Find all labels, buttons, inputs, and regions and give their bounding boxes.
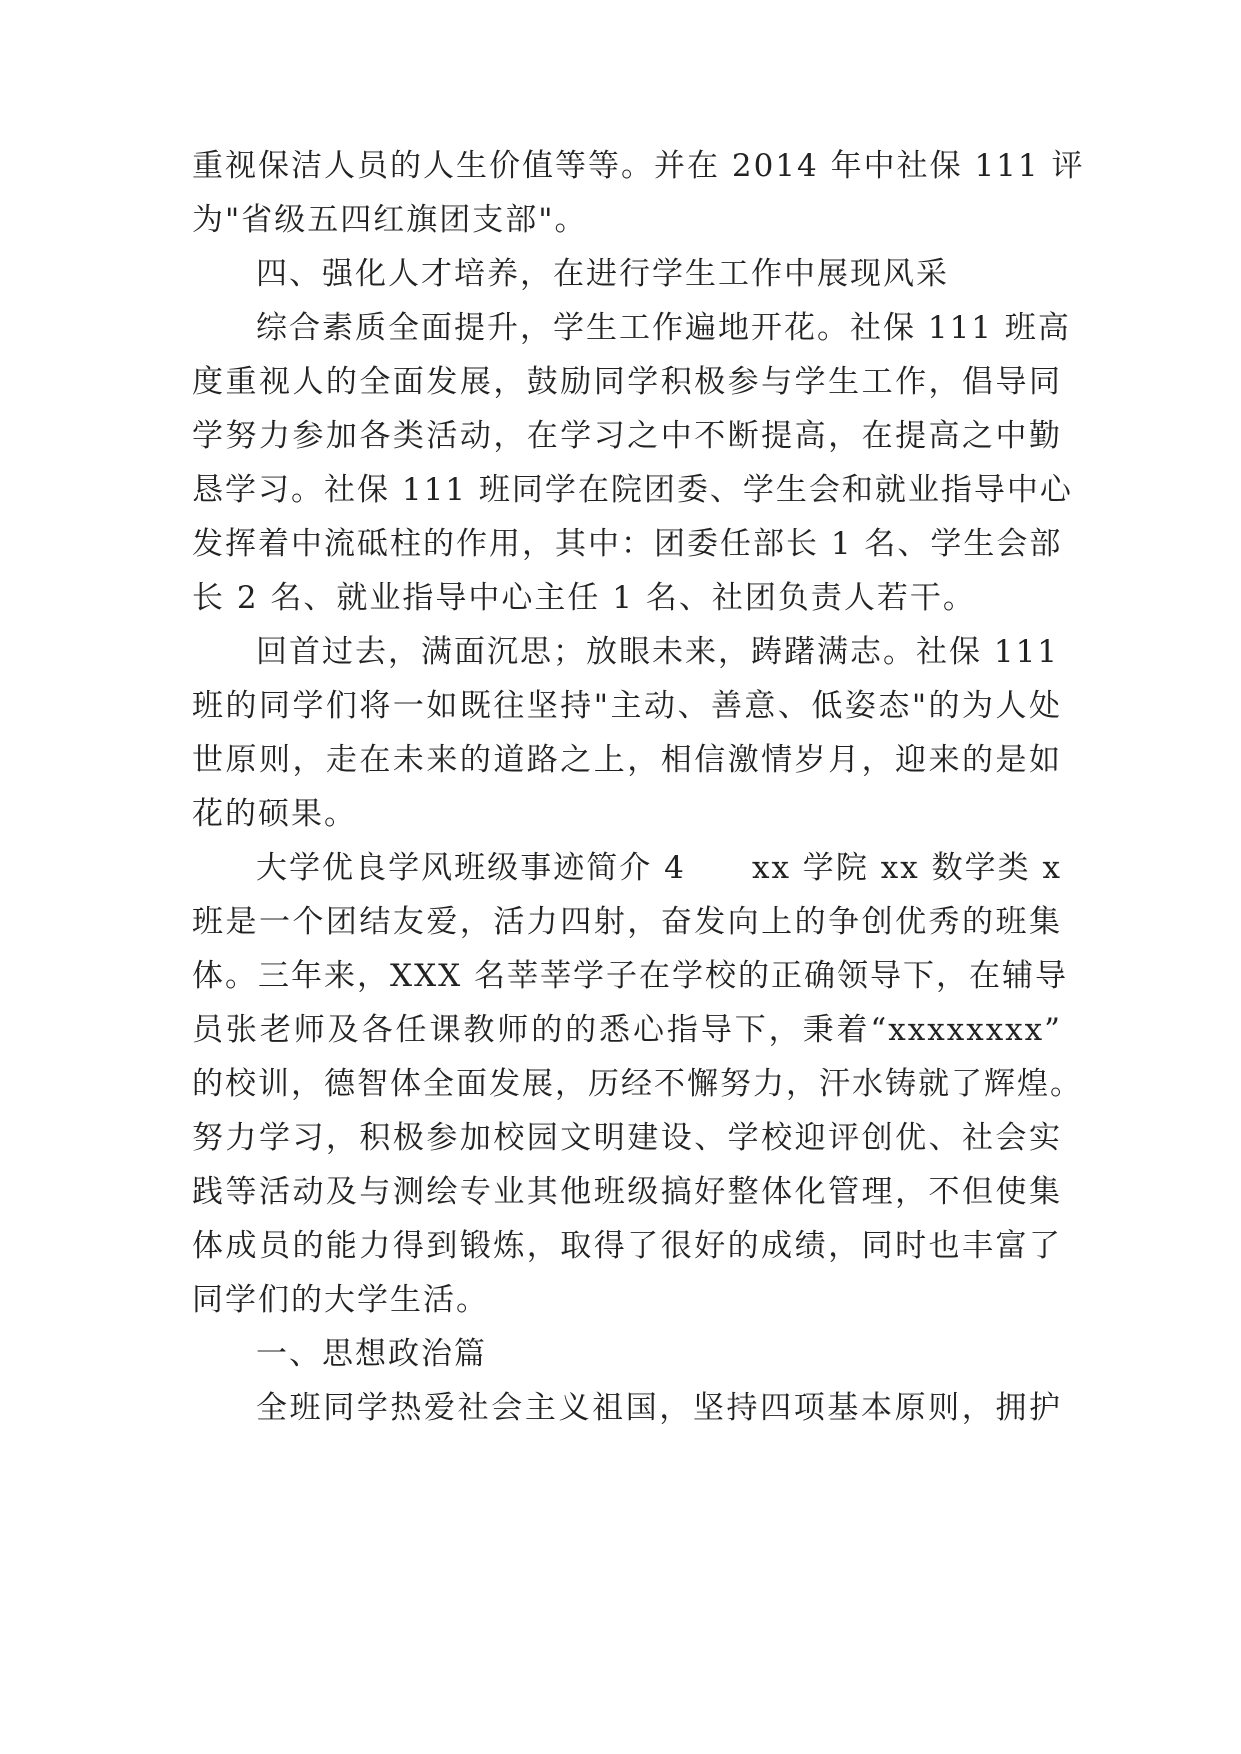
text-line: 全班同学热爱社会主义祖国，坚持四项基本原则，拥护: [256, 1390, 1062, 1426]
text-line: 综合素质全面提升，学生工作遍地开花。社保 111 班高: [256, 310, 1071, 346]
text-line: 践等活动及与测绘专业其他班级搞好整体化管理，不但使集: [192, 1174, 1062, 1210]
text-line: 班是一个团结友爱，活力四射，奋发向上的争创优秀的班集: [192, 904, 1062, 940]
text-line: 重视保洁人员的人生价值等等。并在 2014 年中社保 111 评: [192, 148, 1085, 184]
text-line: 学努力参加各类活动，在学习之中不断提高，在提高之中勤: [192, 418, 1062, 454]
text-line: 努力学习，积极参加校园文明建设、学校迎评创优、社会实: [192, 1120, 1062, 1156]
text-line: 为"省级五四红旗团支部"。: [192, 202, 588, 238]
section-heading: 四、强化人才培养，在进行学生工作中展现风采: [256, 256, 949, 292]
text-line: 大学优良学风班级事迹简介 4 xx 学院 xx 数学类 x: [256, 850, 1062, 886]
text-line: 长 2 名、就业指导中心主任 1 名、社团负责人若干。: [192, 580, 976, 616]
text-line: 体成员的能力得到锻炼，取得了很好的成绩，同时也丰富了: [192, 1228, 1062, 1264]
text-line: 花的硕果。: [192, 796, 357, 832]
text-line: 体。三年来，XXX 名莘莘学子在学校的正确领导下，在辅导: [192, 958, 1069, 994]
text-line: 世原则，走在未来的道路之上，相信激情岁月，迎来的是如: [192, 742, 1062, 778]
text-line: 的校训，德智体全面发展，历经不懈努力，汗水铸就了辉煌。: [192, 1066, 1083, 1102]
section-heading: 一、思想政治篇: [256, 1336, 487, 1372]
text-line: 度重视人的全面发展，鼓励同学积极参与学生工作，倡导同: [192, 364, 1062, 400]
text-line: 员张老师及各任课教师的的悉心指导下，秉着“xxxxxxxx”: [192, 1012, 1062, 1048]
text-line: 发挥着中流砥柱的作用，其中：团委任部长 1 名、学生会部: [192, 526, 1063, 562]
text-line: 同学们的大学生活。: [192, 1282, 489, 1318]
text-line: 恳学习。社保 111 班同学在院团委、学生会和就业指导中心: [192, 472, 1073, 508]
text-line: 回首过去，满面沉思；放眼未来，踌躇满志。社保 111: [256, 634, 1060, 670]
text-line: 班的同学们将一如既往坚持"主动、善意、低姿态"的为人处: [192, 688, 1062, 724]
